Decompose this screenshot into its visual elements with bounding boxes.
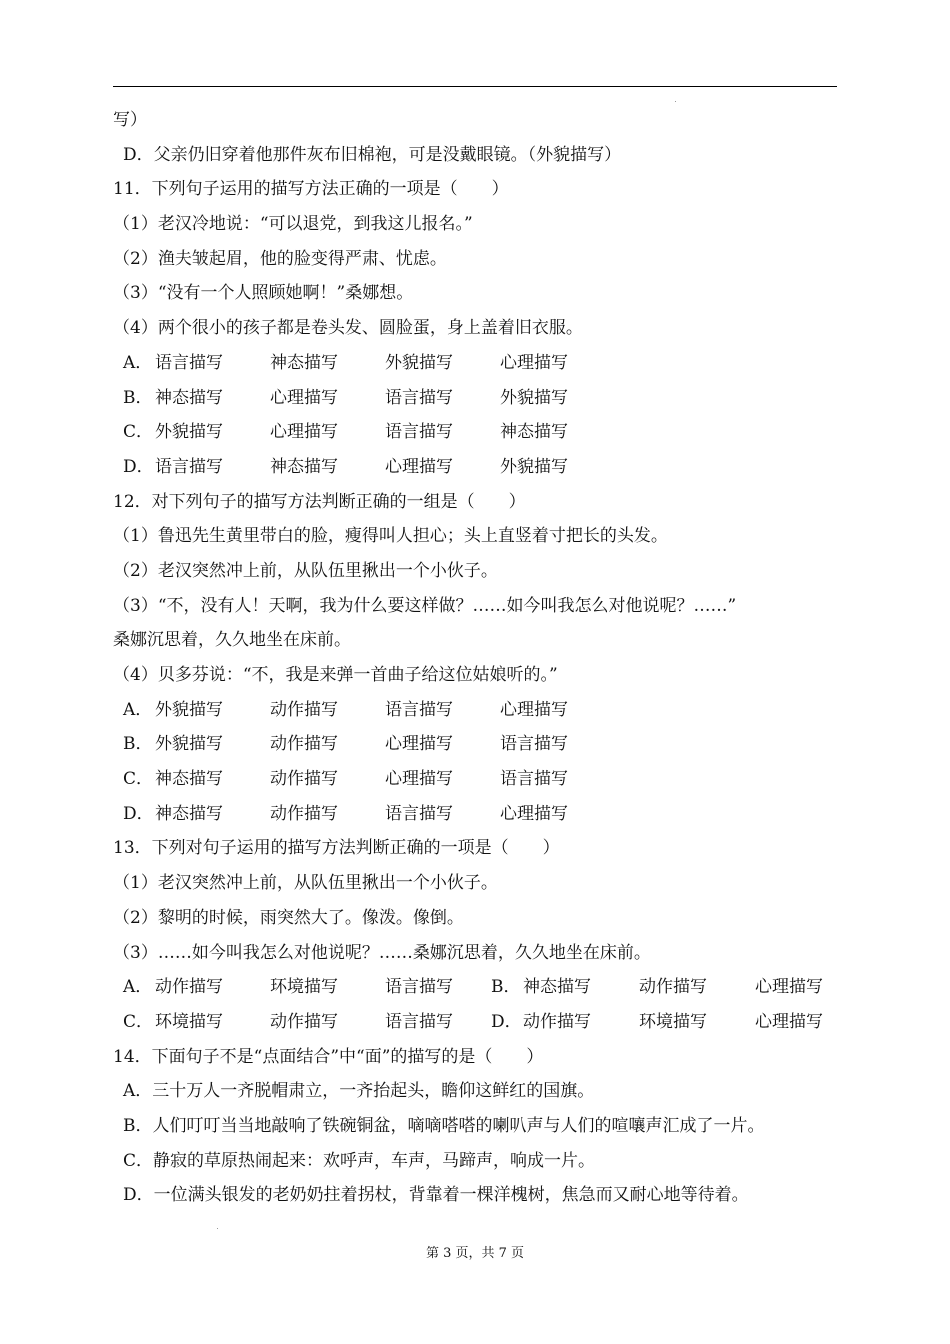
q12-option-b: B． 外貌描写 动作描写 心理描写 语言描写 xyxy=(123,734,568,755)
q13-item: （3）……如今叫我怎么对他说呢？……桑娜沉思着，久久地坐在床前。 xyxy=(113,942,651,963)
q11-item: （3）“没有一个人照顾她啊！”桑娜想。 xyxy=(113,283,414,304)
scan-speck xyxy=(217,1228,218,1229)
q12-item: （2）老汉突然冲上前，从队伍里揪出一个小伙子。 xyxy=(113,560,498,581)
scan-speck xyxy=(675,101,676,102)
q14-option-a: A．三十万人一齐脱帽肃立，一齐抬起头，瞻仰这鲜红的国旗。 xyxy=(123,1081,595,1102)
page-number-footer: 第 3 页，共 7 页 xyxy=(425,1246,525,1261)
q12-option-c: C． 神态描写 动作描写 心理描写 语言描写 xyxy=(123,769,568,790)
q14-option-d: D．一位满头银发的老奶奶拄着拐杖，背靠着一棵洋槐树，焦急而又耐心地等待着。 xyxy=(123,1185,749,1206)
continuation-text: 写） xyxy=(113,110,147,130)
q13-stem: 13．下列对句子运用的描写方法判断正确的一项是（ ） xyxy=(113,838,560,859)
q12-stem: 12．对下列句子的描写方法判断正确的一组是（ ） xyxy=(113,491,526,512)
q12-item: （4）贝多芬说：“不，我是来弹一首曲子给这位姑娘听的。” xyxy=(113,665,558,685)
q11-item: （2）渔夫皱起眉，他的脸变得严肃、忧虑。 xyxy=(113,248,447,269)
q14-option-c: C．静寂的草原热闹起来：欢呼声，车声，马蹄声，响成一片。 xyxy=(123,1150,596,1171)
q11-option-b: B． 神态描写 心理描写 语言描写 外貌描写 xyxy=(123,387,568,408)
q12-option-a: A． 外貌描写 动作描写 语言描写 心理描写 xyxy=(123,699,568,720)
page-content xyxy=(113,103,853,1213)
q13-options-row: C． 环境描写 动作描写 语言描写 D．动作描写 环境描写 心理描写 xyxy=(123,1011,823,1032)
q11-option-c: C． 外貌描写 心理描写 语言描写 神态描写 xyxy=(123,422,568,443)
q13-options-row: A． 动作描写 环境描写 语言描写 B． 神态描写 动作描写 心理描写 xyxy=(123,977,823,998)
q10-option-d: D．父亲仍旧穿着他那件灰布旧棉袍，可是没戴眼镜。（外貌描写） xyxy=(123,144,622,165)
q12-option-d: D．神态描写 动作描写 语言描写 心理描写 xyxy=(123,803,568,824)
q11-stem: 11．下列句子运用的描写方法正确的一项是（ ） xyxy=(113,179,509,200)
q12-item: （1）鲁迅先生黄里带白的脸，瘦得叫人担心；头上直竖着寸把长的头发。 xyxy=(113,526,668,547)
q13-item: （1）老汉突然冲上前，从队伍里揪出一个小伙子。 xyxy=(113,873,498,894)
q12-item-continuation: 桑娜沉思着，久久地坐在床前。 xyxy=(113,630,351,651)
q11-option-a: A． 语言描写 神态描写 外貌描写 心理描写 xyxy=(123,352,568,373)
q14-option-b: B．人们叮叮当当地敲响了铁碗铜盆，嘀嘀嗒嗒的喇叭声与人们的喧嚷声汇成了一片。 xyxy=(123,1115,765,1136)
q14-stem: 14．下面句子不是“点面结合”中“面”的描写的是（ ） xyxy=(113,1046,544,1067)
header-rule xyxy=(113,86,837,87)
q12-item: （3）“不，没有人！天啊，我为什么要这样做？……如今叫我怎么对他说呢？……” xyxy=(113,595,737,616)
q11-item: （1）老汉冷地说：“可以退党，到我这儿报名。” xyxy=(113,214,473,235)
q13-item: （2）黎明的时候，雨突然大了。像泼。像倒。 xyxy=(113,907,464,928)
q11-item: （4）两个很小的孩子都是卷头发、圆脸蛋，身上盖着旧衣服。 xyxy=(113,318,583,339)
q11-option-d: D．语言描写 神态描写 心理描写 外貌描写 xyxy=(123,456,568,477)
